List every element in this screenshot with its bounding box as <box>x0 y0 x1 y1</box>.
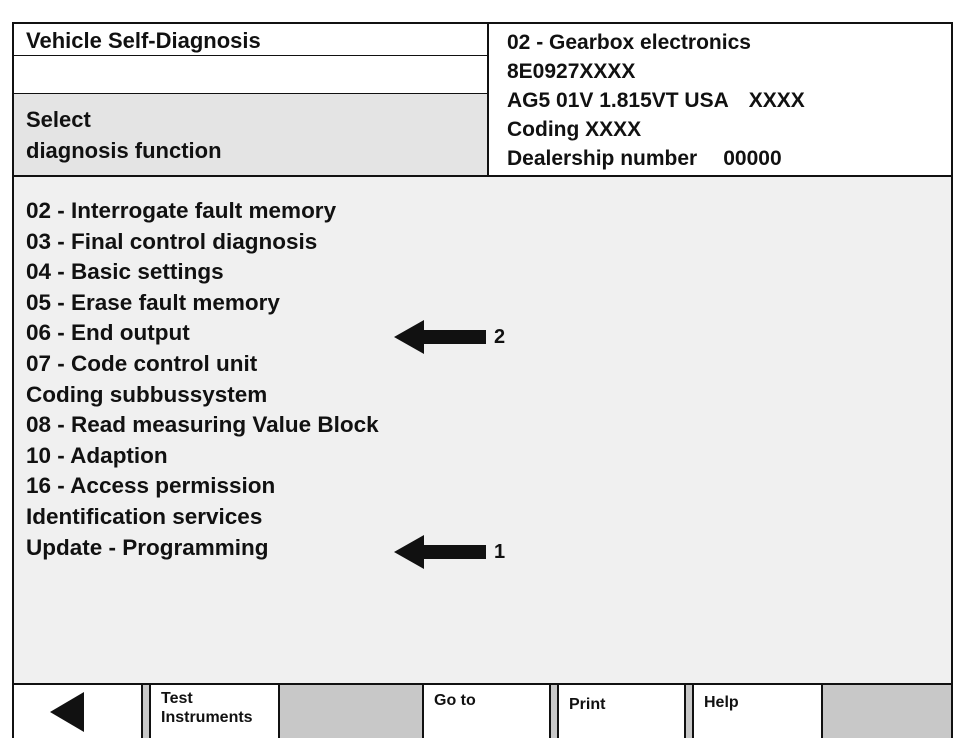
menu-item-coding-subbussystem[interactable]: Coding subbussystem <box>26 381 268 407</box>
menu-item-interrogate-fault-memory[interactable]: 02 - Interrogate fault memory <box>26 198 337 223</box>
dealer-value: 00000 <box>723 147 782 170</box>
menu-item-access-permission[interactable]: 16 - Access permission <box>26 473 276 499</box>
menu-item-read-measuring-value-block[interactable]: 08 - Read measuring Value Block <box>26 412 379 438</box>
coding-row <box>507 115 951 144</box>
coding-value: XXXX <box>585 118 642 141</box>
page-title: Vehicle Self-Diagnosis <box>14 24 487 56</box>
back-button[interactable] <box>14 685 141 738</box>
test-instruments-button[interactable] <box>151 685 278 738</box>
help-button[interactable] <box>694 685 821 738</box>
menu-item-end-output[interactable]: 06 - End output <box>26 320 190 346</box>
version: AG5 01V 1.815VT USA <box>507 89 729 112</box>
goto-label: Go to <box>434 692 476 709</box>
empty-slot-2 <box>823 685 951 738</box>
module-name: 02 - Gearbox electronics <box>507 31 751 54</box>
test-instruments-line-2: Instruments <box>161 709 253 726</box>
left-arrow-icon <box>394 320 486 354</box>
callout-number-1: 1 <box>494 540 506 563</box>
callout-arrow-1 <box>394 535 505 569</box>
dealer-row <box>507 144 951 173</box>
empty-slot-1 <box>280 685 422 738</box>
menu-item-adaption[interactable]: 10 - Adaption <box>26 442 168 468</box>
callout-number-2: 2 <box>494 325 506 348</box>
menu-item-identification-services[interactable]: Identification services <box>26 503 263 529</box>
header-blank-row <box>14 57 487 94</box>
function-toolbar <box>14 683 951 738</box>
diagnosis-screen <box>12 22 953 738</box>
test-instruments-line-1: Test <box>161 690 193 707</box>
header <box>14 24 951 177</box>
menu-item-final-control-diagnosis[interactable]: 03 - Final control diagnosis <box>26 228 318 254</box>
function-menu <box>26 196 379 563</box>
select-line-1: Select <box>26 107 91 132</box>
select-line-2: diagnosis function <box>26 138 222 163</box>
dealer-label: Dealership number <box>507 147 698 170</box>
menu-item-erase-fault-memory[interactable]: 05 - Erase fault memory <box>26 289 280 315</box>
select-function-prompt <box>14 94 487 175</box>
print-label: Print <box>569 696 606 713</box>
coding-label: Coding <box>507 118 580 141</box>
left-arrow-icon <box>394 535 486 569</box>
version-row <box>507 86 951 115</box>
callout-arrow-2 <box>394 320 505 354</box>
version-suffix: XXXX <box>748 89 805 112</box>
menu-item-code-control-unit[interactable]: 07 - Code control unit <box>26 350 258 376</box>
menu-item-basic-settings[interactable]: 04 - Basic settings <box>26 259 224 285</box>
part-number: 8E0927XXXX <box>507 60 636 83</box>
goto-button[interactable] <box>424 685 549 738</box>
menu-item-update-programming[interactable]: Update - Programming <box>26 534 269 560</box>
back-arrow-icon <box>50 692 84 732</box>
header-left <box>14 24 489 175</box>
print-button[interactable] <box>559 685 684 738</box>
help-label: Help <box>704 694 739 711</box>
control-unit-info <box>489 24 951 175</box>
